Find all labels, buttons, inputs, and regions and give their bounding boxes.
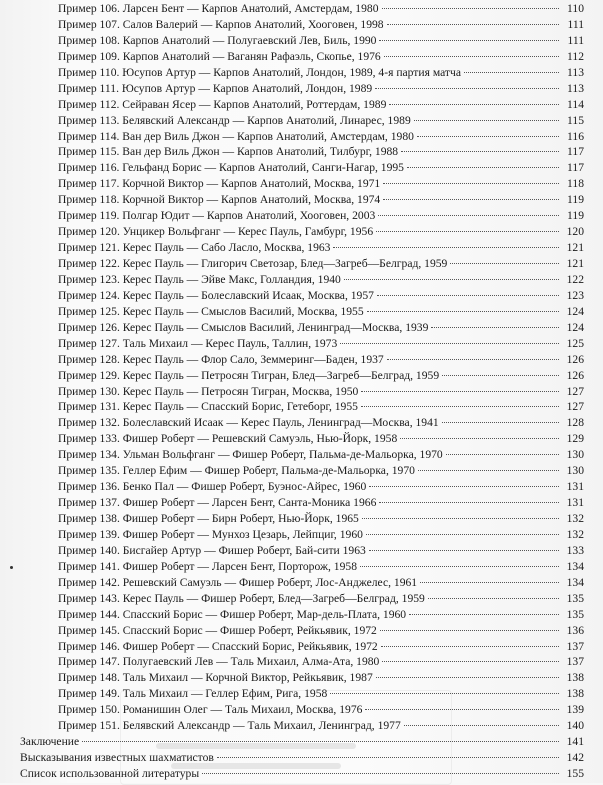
toc-entry[interactable] (20, 479, 584, 495)
toc-entry-title: Пример 142. Решевский Самуэль — Фишер Роберт, Лос-Анджелес, 1961 (58, 575, 418, 589)
toc-page-number: 117 (567, 161, 584, 175)
toc-entry[interactable] (20, 256, 584, 272)
toc-entry[interactable] (20, 17, 584, 33)
toc-entry-title: Пример 115. Ван дер Виль Джон — Карпов Анатолий, Тилбург, 1988 (58, 145, 399, 159)
toc-page-number: 134 (566, 559, 584, 573)
toc-page-number: 116 (567, 129, 584, 143)
toc-entry-title: Пример 125. Керес Пауль — Смыслов Василий, Москва, 1955 (58, 304, 364, 318)
toc-entry[interactable] (20, 559, 584, 575)
toc-entry[interactable] (20, 320, 584, 336)
toc-dot-leader (379, 40, 559, 41)
toc-page-number: 123 (566, 288, 584, 302)
toc-page-number: 117 (567, 145, 584, 159)
toc-entry-title: Пример 117. Корчной Виктор — Карпов Анатолий, Москва, 1971 (58, 177, 381, 191)
toc-page-number: 127 (566, 400, 584, 414)
toc-entry-title: Пример 123. Керес Пауль — Эйве Макс, Голландия, 1940 (58, 272, 341, 286)
toc-entry-title: Пример 128. Керес Пауль — Флор Сало, Земмеринг—Баден, 1937 (58, 352, 384, 366)
toc-entry[interactable] (20, 1, 584, 17)
toc-entry-title: Пример 122. Керес Пауль — Глигорич Светозар, Блед—Загреб—Белград, 1959 (58, 257, 448, 270)
toc-entry[interactable] (20, 654, 584, 670)
toc-entry[interactable] (20, 670, 584, 686)
toc-dot-leader (428, 598, 559, 599)
toc-dot-leader (464, 72, 559, 73)
toc-entry-title: Список использованной литературы (20, 767, 200, 780)
toc-entry[interactable] (20, 511, 584, 527)
toc-entry[interactable] (20, 527, 584, 543)
toc-entry-title: Пример 124. Керес Пауль — Болеславский Исаак, Москва, 1957 (58, 288, 374, 302)
toc-entry[interactable] (20, 49, 584, 65)
toc-dot-leader (375, 88, 559, 89)
toc-page-number: 127 (566, 384, 584, 398)
toc-page-number: 113 (567, 81, 584, 95)
toc-entry[interactable] (20, 65, 584, 81)
toc-dot-leader (420, 582, 559, 583)
toc-entry-title: Пример 116. Гельфанд Борис — Карпов Анатолий, Санги-Нагар, 1995 (58, 161, 404, 175)
toc-dot-leader (333, 247, 559, 248)
toc-entry[interactable] (20, 495, 584, 511)
toc-page-number: 155 (566, 767, 584, 780)
toc-page-number: 130 (566, 464, 584, 478)
toc-page-number: 136 (566, 623, 584, 637)
toc-entry[interactable] (20, 399, 584, 415)
toc-entry[interactable] (20, 591, 584, 607)
toc-entry[interactable] (20, 431, 584, 447)
toc-page-number: 138 (566, 671, 584, 685)
toc-entry-title: Пример 150. Романишин Олег — Таль Михаил, Москва, 1976 (58, 703, 363, 717)
toc-entry[interactable] (20, 160, 584, 176)
toc-entry[interactable] (20, 607, 584, 623)
table-of-contents (20, 1, 584, 782)
toc-page-number: 112 (567, 49, 584, 63)
toc-entry[interactable] (20, 272, 584, 288)
toc-entry-title: Пример 129. Керес Пауль — Петросян Тигран, Блед—Загреб—Белград, 1959 (58, 368, 440, 382)
toc-entry[interactable] (20, 463, 584, 479)
toc-dot-leader (401, 151, 559, 152)
toc-entry[interactable] (20, 543, 584, 559)
toc-entry-title: Пример 120. Унцикер Вольфганг — Керес Пауль, Гамбург, 1956 (58, 225, 374, 239)
toc-entry-title: Пример 109. Карпов Анатолий — Ваганян Рафаэль, Скопье, 1976 (58, 49, 381, 63)
toc-dot-leader (383, 183, 559, 184)
toc-entry-title: Пример 136. Бенко Пал — Фишер Роберт, Буэнос-Айрес, 1960 (58, 480, 367, 494)
toc-dot-leader (380, 630, 559, 631)
toc-entry[interactable] (20, 97, 584, 113)
toc-dot-leader (387, 359, 559, 360)
toc-dot-leader (389, 104, 559, 105)
toc-page-number: 141 (566, 735, 584, 749)
toc-entry[interactable] (20, 384, 584, 400)
toc-entry[interactable] (20, 144, 584, 160)
toc-entry[interactable] (20, 415, 584, 431)
toc-dot-leader (383, 199, 559, 200)
toc-page-number: 137 (566, 655, 584, 669)
toc-entry[interactable] (20, 33, 584, 49)
toc-dot-leader (407, 167, 559, 168)
toc-page-number: 121 (566, 257, 584, 270)
toc-page-number: 119 (567, 209, 584, 223)
toc-page-number: 135 (566, 607, 584, 621)
toc-page-number: 138 (566, 687, 584, 701)
toc-page-number: 131 (566, 480, 584, 494)
toc-dot-leader (400, 438, 559, 439)
toc-entry-title: Пример 148. Таль Михаил — Корчной Виктор, Рейкьявик, 1987 (58, 671, 373, 685)
toc-entry[interactable] (20, 304, 584, 320)
toc-entry[interactable] (20, 129, 584, 145)
toc-entry-title: Пример 108. Карпов Анатолий — Полугаевский Лев, Биль, 1990 (58, 33, 377, 47)
toc-dot-leader (384, 56, 559, 57)
toc-dot-leader (414, 120, 559, 121)
toc-page-number: 120 (566, 225, 584, 239)
toc-page-number: 131 (566, 496, 584, 510)
toc-dot-leader (340, 343, 559, 344)
toc-page-number: 122 (566, 272, 584, 286)
stamp-ghost-line (171, 763, 341, 769)
toc-page-number: 110 (567, 2, 584, 15)
toc-dot-leader (379, 502, 559, 503)
toc-dot-leader (361, 406, 559, 407)
toc-dot-leader (409, 614, 559, 615)
toc-dot-leader (450, 263, 559, 264)
toc-entry-title: Пример 141. Фишер Роберт — Ларсен Бент, Порторож, 1958 (58, 559, 357, 573)
toc-entry-title: Пример 149. Таль Михаил — Геллер Ефим, Рига, 1958 (58, 687, 328, 701)
toc-entry[interactable] (20, 623, 584, 639)
toc-page-number: 121 (566, 241, 584, 255)
toc-entry-title: Пример 118. Корчной Виктор — Карпов Анатолий, Москва, 1974 (58, 193, 381, 207)
toc-page-number: 140 (566, 719, 584, 733)
toc-entry-title: Пример 126. Керес Пауль — Смыслов Василий, Ленинград—Москва, 1939 (58, 320, 429, 334)
toc-dot-leader (418, 470, 559, 471)
toc-entry-title: Пример 143. Керес Пауль — Фишер Роберт, Блед—Загреб—Белград, 1959 (58, 591, 425, 605)
toc-entry-title: Пример 111. Юсупов Артур — Карпов Анатолий, Лондон, 1989 (58, 81, 373, 95)
toc-page-number: 134 (566, 575, 584, 589)
toc-page-number: 137 (566, 639, 584, 653)
toc-entry[interactable] (20, 113, 584, 129)
stamp-ghost-line (156, 743, 356, 749)
toc-entry-title: Пример 114. Ван дер Виль Джон — Карпов Анатолий, Амстердам, 1980 (58, 129, 414, 143)
toc-entry[interactable] (20, 639, 584, 655)
toc-entry[interactable] (20, 240, 584, 256)
toc-entry-title: Пример 113. Белявский Александр — Карпов Анатолий, Линарес, 1989 (58, 113, 411, 127)
toc-dot-leader (381, 646, 559, 647)
toc-dot-leader (378, 215, 559, 216)
toc-entry-title: Пример 133. Фишер Роберт — Решевский Самуэль, Нью-Йорк, 1958 (58, 432, 398, 446)
toc-entry-title: Пример 132. Болеславский Исаак — Керес Пауль, Ленинград—Москва, 1941 (58, 416, 439, 430)
toc-page-number: 135 (566, 591, 584, 605)
toc-entry-title: Пример 127. Таль Михаил — Керес Пауль, Таллин, 1973 (58, 336, 338, 350)
toc-entry-title: Пример 107. Салов Валерий — Карпов Анатолий, Хоогoвен, 1998 (58, 17, 384, 31)
toc-entry-title: Пример 147. Полугаевский Лев — Таль Михаил, Алма-Ата, 1980 (58, 655, 380, 669)
toc-page-number: 126 (566, 352, 584, 366)
toc-entry-title: Заключение (20, 735, 80, 749)
toc-entry-title: Пример 119. Полгар Юдит — Карпов Анатолий, Хоогoвен, 2003 (58, 209, 376, 223)
toc-page-number: 113 (567, 65, 584, 79)
toc-dot-leader (442, 375, 559, 376)
toc-dot-leader (361, 391, 559, 392)
toc-entry-title: Пример 130. Керес Пауль — Петросян Тигран, Москва, 1950 (58, 384, 359, 398)
toc-page-number: 111 (567, 17, 584, 31)
toc-entry-title: Пример 110. Юсупов Артур — Карпов Анатолий, Лондон, 1989, 4-я партия матча (58, 65, 461, 79)
toc-page-number: 129 (566, 432, 584, 446)
toc-page-number: 126 (566, 368, 584, 382)
toc-entry-title: Пример 112. Сейраван Ясер — Карпов Анатолий, Роттердам, 1989 (58, 97, 387, 111)
toc-dot-leader (344, 279, 559, 280)
toc-entry-title: Пример 151. Белявский Александр — Таль Михаил, Ленинград, 1977 (58, 719, 401, 733)
toc-page-number: 119 (567, 193, 584, 207)
toc-entry[interactable] (20, 336, 584, 352)
toc-page-number: 132 (566, 512, 584, 525)
toc-dot-leader (376, 677, 559, 678)
toc-entry-title: Пример 138. Фишер Роберт — Бирн Роберт, Нью-Йорк, 1965 (58, 512, 359, 525)
toc-page-number: 133 (566, 543, 584, 557)
toc-dot-leader (367, 311, 559, 312)
toc-entry-title: Высказывания известных шахматистов (20, 751, 214, 765)
toc-entry[interactable] (20, 368, 584, 384)
toc-page-number: 124 (566, 304, 584, 318)
page-speck (10, 566, 13, 569)
toc-dot-leader (431, 327, 559, 328)
toc-entry-title: Пример 131. Керес Пауль — Спасский Борис, Гетеборг, 1955 (58, 400, 358, 414)
toc-page-number: 130 (566, 448, 584, 462)
toc-entry[interactable] (20, 575, 584, 591)
toc-entry[interactable] (20, 176, 584, 192)
toc-page-number: 111 (567, 33, 584, 47)
toc-entry[interactable] (20, 192, 584, 208)
toc-page-number: 114 (567, 97, 584, 111)
toc-entry-title: Пример 137. Фишер Роберт — Ларсен Бент, Санта-Моника 1966 (58, 496, 377, 510)
toc-entry-title: Пример 134. Ульман Вольфганг — Фишер Роберт, Пальма-де-Мальорка, 1970 (58, 448, 443, 462)
bleed-through-stamp (120, 690, 452, 785)
toc-page-number: 132 (566, 527, 584, 541)
toc-dot-leader (417, 136, 559, 137)
toc-entry[interactable] (20, 288, 584, 304)
toc-dot-leader (369, 486, 559, 487)
toc-dot-leader (442, 422, 559, 423)
toc-dot-leader (382, 8, 560, 9)
toc-entry-title: Пример 139. Фишер Роберт — Мунхоз Цезарь, Лейпциг, 1960 (58, 527, 363, 541)
toc-entry[interactable] (20, 352, 584, 368)
toc-entry-title: Пример 106. Ларсен Бент — Карпов Анатолий, Амстердам, 1980 (58, 2, 379, 15)
toc-page-number: 139 (566, 703, 584, 717)
toc-entry-title: Пример 146. Фишер Роберт — Спасский Борис, Рейкьявик, 1972 (58, 639, 378, 653)
toc-entry[interactable] (20, 224, 584, 240)
toc-page-number: 118 (567, 177, 584, 191)
toc-page-number: 115 (567, 113, 584, 127)
toc-dot-leader (446, 454, 559, 455)
toc-dot-leader (376, 231, 559, 232)
toc-page-number: 124 (566, 320, 584, 334)
toc-entry-title: Пример 121. Керес Пауль — Сабо Ласло, Москва, 1963 (58, 241, 331, 255)
toc-page-number: 142 (566, 751, 584, 765)
toc-dot-leader (387, 24, 559, 25)
toc-entry[interactable] (20, 447, 584, 463)
toc-dot-leader (377, 295, 559, 296)
toc-dot-leader (366, 534, 559, 535)
toc-entry[interactable] (20, 81, 584, 97)
toc-dot-leader (369, 550, 559, 551)
toc-page-number: 128 (566, 416, 584, 430)
toc-dot-leader (382, 661, 559, 662)
toc-entry-title: Пример 140. Бисгайер Артур — Фишер Роберт, Бай-сити 1963 (58, 543, 366, 557)
toc-dot-leader (362, 518, 559, 519)
toc-entry-title: Пример 144. Спасский Борис — Фишер Роберт, Мар-дель-Плата, 1960 (58, 607, 407, 621)
toc-page-number: 125 (566, 336, 584, 350)
toc-entry-title: Пример 145. Спасский Борис — Фишер Роберт, Рейкьявик, 1972 (58, 623, 377, 637)
toc-dot-leader (360, 566, 559, 567)
toc-entry[interactable] (20, 208, 584, 224)
toc-entry-title: Пример 135. Геллер Ефим — Фишер Роберт, Пальма-де-Мальорка, 1970 (58, 464, 415, 478)
